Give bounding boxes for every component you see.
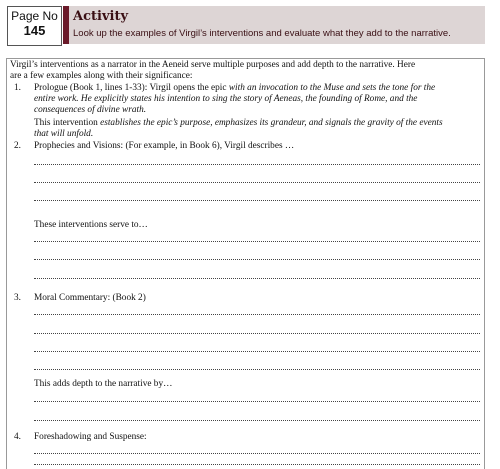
activity-title: Activity: [73, 9, 128, 24]
item-2-followup: These interventions serve to…: [34, 220, 148, 230]
intro-line: are a few examples along with their significance:: [10, 71, 193, 81]
intro-line: Virgil’s interventions as a narrator in the Aeneid serve multiple purposes and add depth to the narrative. Here: [10, 60, 416, 70]
answer-line[interactable]: [34, 241, 480, 242]
answer-line[interactable]: [34, 464, 480, 465]
activity-header: [7, 6, 485, 46]
item-2-label: Prophecies and Visions: (For example, in Book 6), Virgil describes …: [34, 141, 295, 151]
answer-line[interactable]: [34, 182, 480, 183]
item-1-lead: Prologue (Book 1, lines 1-33): Virgil opens the epic: [34, 83, 229, 93]
item-1-line: that will unfold.: [34, 129, 94, 139]
answer-line[interactable]: [34, 314, 480, 315]
answer-line[interactable]: [34, 453, 480, 454]
item-number: 4.: [14, 432, 21, 442]
answer-line[interactable]: [34, 369, 480, 370]
page-label: Page No: [11, 9, 58, 23]
item-number: 2.: [14, 141, 21, 151]
answer-line[interactable]: [34, 351, 480, 352]
activity-body: [6, 58, 485, 469]
item-number: 1.: [14, 83, 21, 93]
answer-line[interactable]: [34, 164, 480, 165]
item-number: 3.: [14, 293, 21, 303]
answer-line[interactable]: [34, 278, 480, 279]
item-1-line: [34, 118, 443, 129]
answer-line[interactable]: [34, 200, 480, 201]
activity-banner: [63, 6, 485, 44]
item-1-line: consequences of divine wrath.: [34, 105, 147, 115]
item-1-lead-italic: with an invocation to the Muse and sets the tone for the: [228, 83, 436, 93]
answer-line[interactable]: [34, 401, 480, 402]
answer-line[interactable]: [34, 420, 480, 421]
page-number-box: [7, 6, 62, 46]
answer-line[interactable]: [34, 333, 480, 334]
item-1-plain: This intervention: [34, 118, 101, 128]
item-1-line: [34, 83, 435, 94]
item-4-label: Foreshadowing and Suspense:: [34, 432, 147, 442]
item-1-italic: establishes the epic’s purpose, emphasizes its grandeur, and signals the gravity of the events: [100, 118, 443, 128]
page-number: 145: [23, 23, 46, 38]
item-3-followup: This adds depth to the narrative by…: [34, 379, 173, 389]
item-1-line: entire work. He explicitly states his intention to sing the story of Aeneas, the founding of Rome, and the: [34, 94, 418, 104]
activity-instruction: Look up the examples of Virgil’s interventions and evaluate what they add to the narrative.: [73, 28, 451, 39]
answer-line[interactable]: [34, 259, 480, 260]
item-3-label: Moral Commentary: (Book 2): [34, 293, 146, 303]
